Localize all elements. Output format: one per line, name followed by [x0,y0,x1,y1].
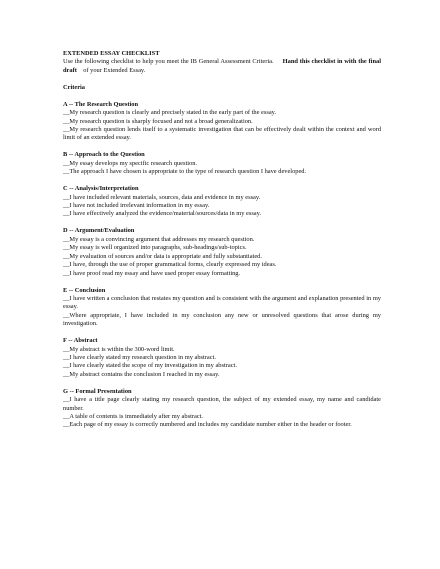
checklist-item: __I have not included irrelevant information in my essay. [63,202,210,210]
checklist-item: __I have included relevant materials, sources, data and evidence in my essay. [63,193,261,201]
checklist-item: __My research question lends itself to a systematic investigation that can be effectively dealt within the context and word limit of an extended essay. [63,126,381,142]
checklist-item: __My essay is a convincing argument that addresses my research question. [63,235,255,243]
checklist-item: __I have effectively analyzed the evidence/material/sources/data in my essay. [63,210,262,218]
checklist-item: __I have, through the use of proper grammatical forms, clearly expressed my ideas. [63,261,277,269]
section-formal-presentation [63,388,381,430]
checklist-item: __I have written a conclusion that restates my question and is consistent with the argument and explanation presented in my essay. [63,294,381,311]
intro-paragraph [63,58,381,75]
intro-text: Use the following checklist to help you meet the IB General Assessment Criteria. [63,58,274,66]
section-title: G -- Formal Presentation [63,387,132,395]
checklist-item: __My abstract is within the 300-word limit. [63,345,175,353]
checklist-item: __My essay develops my specific research question. [63,159,197,167]
section-title: B -- Approach to the Question [63,151,145,159]
criteria-heading: Criteria [63,83,85,91]
checklist-item: __A table of contents is immediately after my abstract. [63,412,204,420]
checklist-item: __I have a title page clearly stating my research question, the subject of my extended essay, my name and candidate number. [63,396,381,412]
section-conclusion [63,287,381,329]
section-title: A -- The Research Question [63,100,139,108]
intro-bold-instruction: Hand this checklist in with the final draft [63,58,381,74]
checklist-item: __My abstract contains the conclusion I reached in my essay. [63,370,220,378]
section-abstract [63,337,381,379]
section-title: F -- Abstract [63,337,98,345]
section-argument [63,227,381,277]
checklist-item: __Each page of my essay is correctly numbered and includes my candidate number either in the header or footer. [63,421,352,429]
intro-tail: of your Extended Essay. [83,66,146,74]
checklist-item: __My evaluation of sources and/or data is appropriate and fully substantiated. [63,252,262,260]
section-analysis [63,185,381,219]
checklist-content [63,50,381,430]
section-title: C -- Analysis/Interpretation [63,185,139,193]
checklist-item: __The approach I have chosen is appropriate to the type of research question I have developed. [63,168,307,176]
checklist-item: __My research question is clearly and precisely stated in the early part of the essay. [63,109,277,117]
checklist-item: __I have proof read my essay and have used proper essay formatting. [63,269,241,277]
checklist-item: __My research question is sharply focused and not a broad generalization. [63,117,253,125]
section-approach [63,151,381,176]
checklist-item: __My essay is well organized into paragraphs, sub-headings/sub-topics. [63,244,247,252]
checklist-item: __I have clearly stated my research question in my abstract. [63,353,216,361]
checklist-item: __Where appropriate, I have included in my conclusion any new or unresolved questions that arose during my investigation. [63,311,381,328]
section-research-question [63,101,381,143]
document-title: EXTENDED ESSAY CHECKLIST [63,50,160,57]
checklist-item: __I have clearly stated the scope of my investigation in my abstract. [63,362,237,370]
section-title: D -- Argument/Evaluation [63,227,135,235]
section-title: E -- Conclusion [63,286,106,294]
